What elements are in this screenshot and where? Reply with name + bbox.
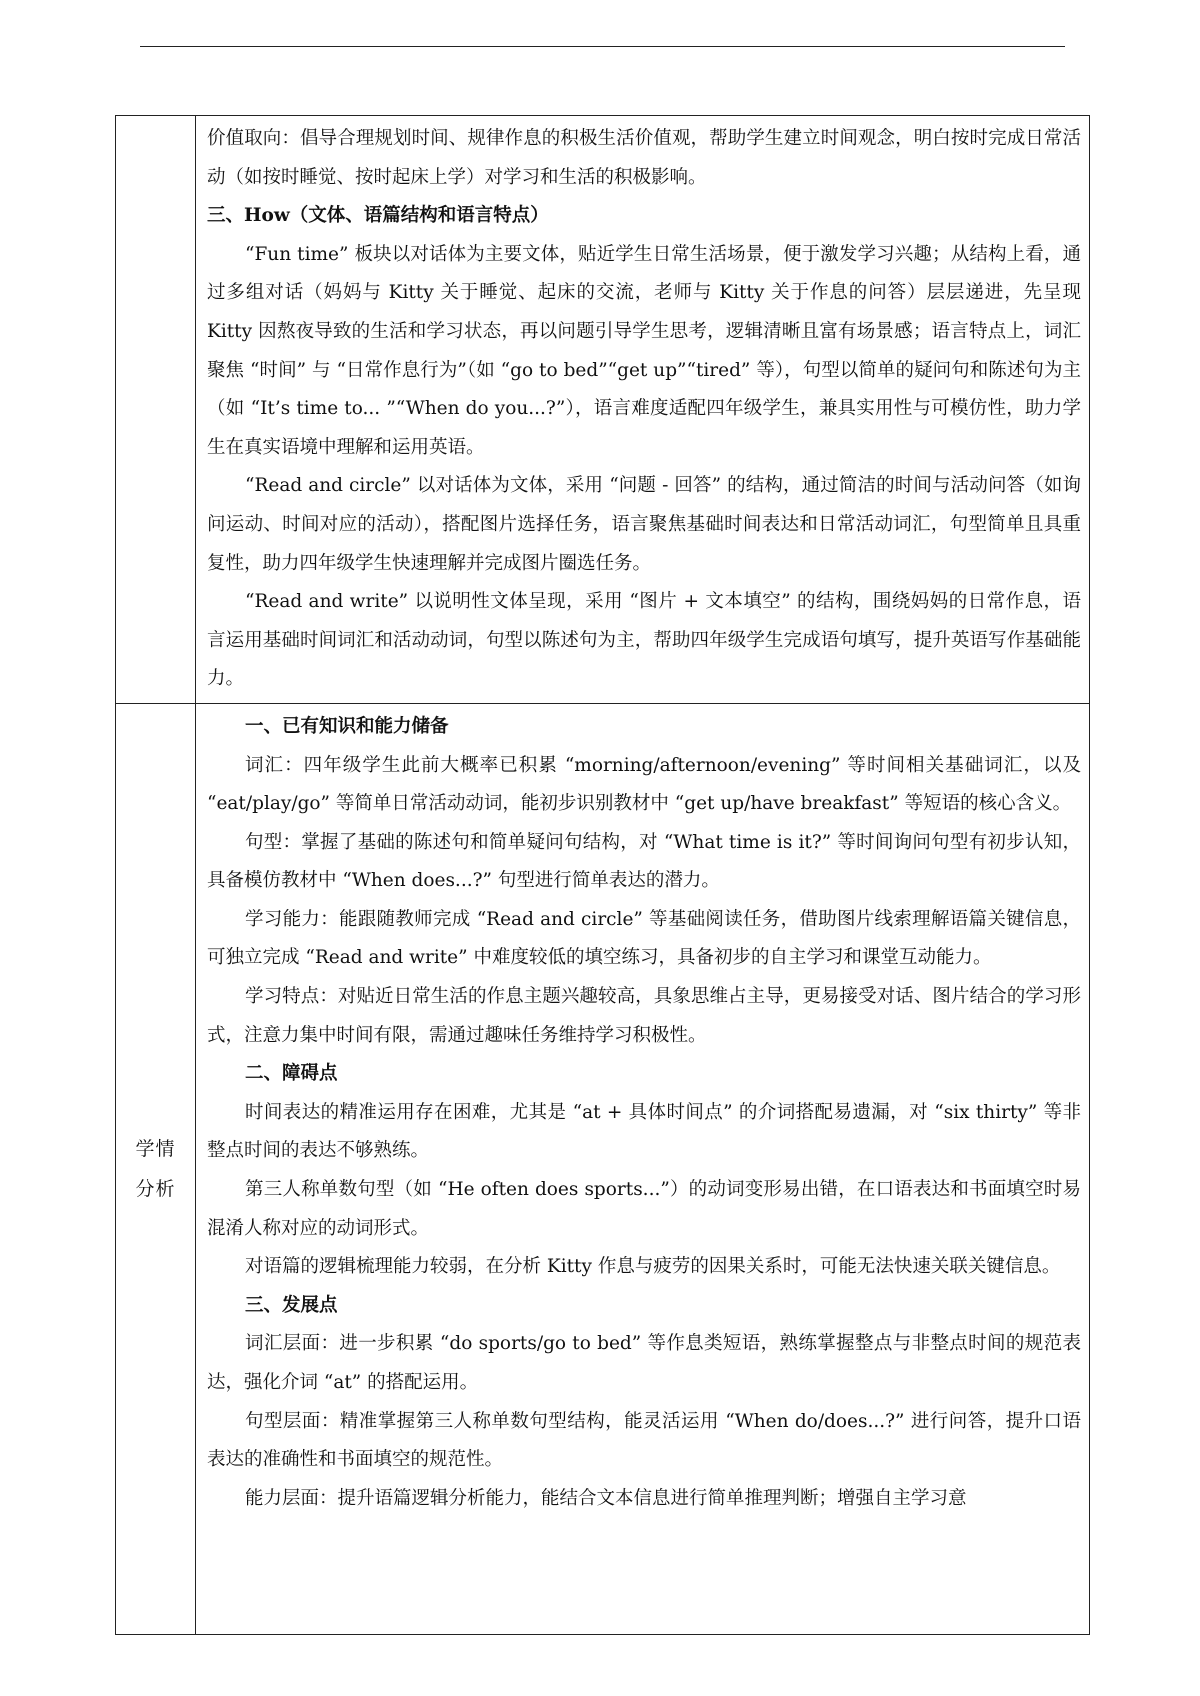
- paragraph: 第三人称单数句型（如 “He often does sports...”）的动词变形易出错，在口语表达和书面填空时易混淆人称对应的动词形式。: [207, 1179, 1081, 1239]
- section-heading: 一、已有知识和能力储备: [245, 715, 449, 737]
- paragraph: “Fun time” 板块以对话体为主要文体，贴近学生日常生活场景，便于激发学习兴趣；从结构上看，通过多组对话（妈妈与 Kitty 关于睡觉、起床的交流，老师与 Kitty 关于作息的问答）层层递进，先呈现 Kitty 因熬夜导致的生活和学习状态，再以问题引导学生思考，逻辑清晰且富有场景感；语言特点上，词汇聚焦 “时间” 与 “日常作息行为”（如 “go to bed”“get up”“tired” 等），句型以简单的疑问句和陈述句为主（如 “It’s time to... ”“When do you...?”），语言难度适配四年级学生，兼具实用性与可模仿性，助力学生在真实语境中理解和运用英语。: [207, 243, 1081, 458]
- row-label-line-1: 学情: [135, 1137, 176, 1160]
- paragraph: 句型层面：精准掌握第三人称单数句型结构，能灵活运用 “When do/does...?” 进行问答，提升口语表达的准确性和书面填空的规范性。: [207, 1410, 1081, 1471]
- section-heading: 二、障碍点: [245, 1063, 338, 1085]
- row-label-cell: [116, 116, 196, 704]
- content-cell: [196, 703, 1090, 1634]
- table-row: [116, 703, 1090, 1634]
- row-label-cell: [116, 703, 196, 1634]
- paragraph: 价值取向：倡导合理规划时间、规律作息的积极生活价值观，帮助学生建立时间观念，明白按时完成日常活动（如按时睡觉、按时起床上学）对学习和生活的积极影响。: [207, 128, 1081, 188]
- table-row: [116, 116, 1090, 704]
- paragraph: 时间表达的精准运用存在困难，尤其是 “at + 具体时间点” 的介词搭配易遗漏，对 “six thirty” 等非整点时间的表达不够熟练。: [207, 1101, 1081, 1162]
- paragraph: 句型：掌握了基础的陈述句和简单疑问句结构，对 “What time is it?” 等时间询问句型有初步认知，具备模仿教材中 “When does...?” 句型进行简单表达的潜力。: [207, 831, 1081, 892]
- paragraph: 词汇：四年级学生此前大概率已积累 “morning/afternoon/evening” 等时间相关基础词汇，以及 “eat/play/go” 等简单日常活动动词，能初步识别教材中 “get up/have breakfast” 等短语的核心含义。: [207, 754, 1081, 815]
- paragraph: 学习能力：能跟随教师完成 “Read and circle” 等基础阅读任务，借助图片线索理解语篇关键信息，可独立完成 “Read and write” 中难度较低的填空练习，具备初步的自主学习和课堂互动能力。: [207, 908, 1081, 969]
- section-heading: 三、发展点: [245, 1294, 338, 1316]
- content-cell: [196, 116, 1090, 704]
- content-paragraphs: [207, 120, 1081, 699]
- section-heading: 三、How（文体、语篇结构和语言特点）: [207, 205, 549, 227]
- paragraph: “Read and write” 以说明性文体呈现，采用 “图片 + 文本填空” 的结构，围绕妈妈的日常作息，语言运用基础时间词汇和活动动词，句型以陈述句为主，帮助四年级学生完成语句填写，提升英语写作基础能力。: [207, 591, 1081, 690]
- paragraph: 能力层面：提升语篇逻辑分析能力，能结合文本信息进行简单推理判断；增强自主学习意: [245, 1487, 967, 1509]
- paragraph: 学习特点：对贴近日常生活的作息主题兴趣较高，具象思维占主导，更易接受对话、图片结合的学习形式，注意力集中时间有限，需通过趣味任务维持学习积极性。: [207, 986, 1081, 1046]
- content-paragraphs: [207, 708, 1081, 1518]
- paragraph: “Read and circle” 以对话体为文体，采用 “问题 - 回答” 的结构，通过简洁的时间与活动问答（如询问运动、时间对应的活动），搭配图片选择任务，语言聚焦基础时间表达和日常活动词汇，句型简单且具重复性，助力四年级学生快速理解并完成图片圈选任务。: [207, 475, 1081, 574]
- paragraph: 对语篇的逻辑梳理能力较弱，在分析 Kitty 作息与疲劳的因果关系时，可能无法快速关联关键信息。: [245, 1256, 1061, 1278]
- paragraph: 词汇层面：进一步积累 “do sports/go to bed” 等作息类短语，熟练掌握整点与非整点时间的规范表达，强化介词 “at” 的搭配运用。: [207, 1333, 1081, 1393]
- lesson-plan-table: [115, 115, 1090, 1635]
- row-label-line-2: 分析: [135, 1177, 176, 1200]
- header-rule: [140, 46, 1065, 47]
